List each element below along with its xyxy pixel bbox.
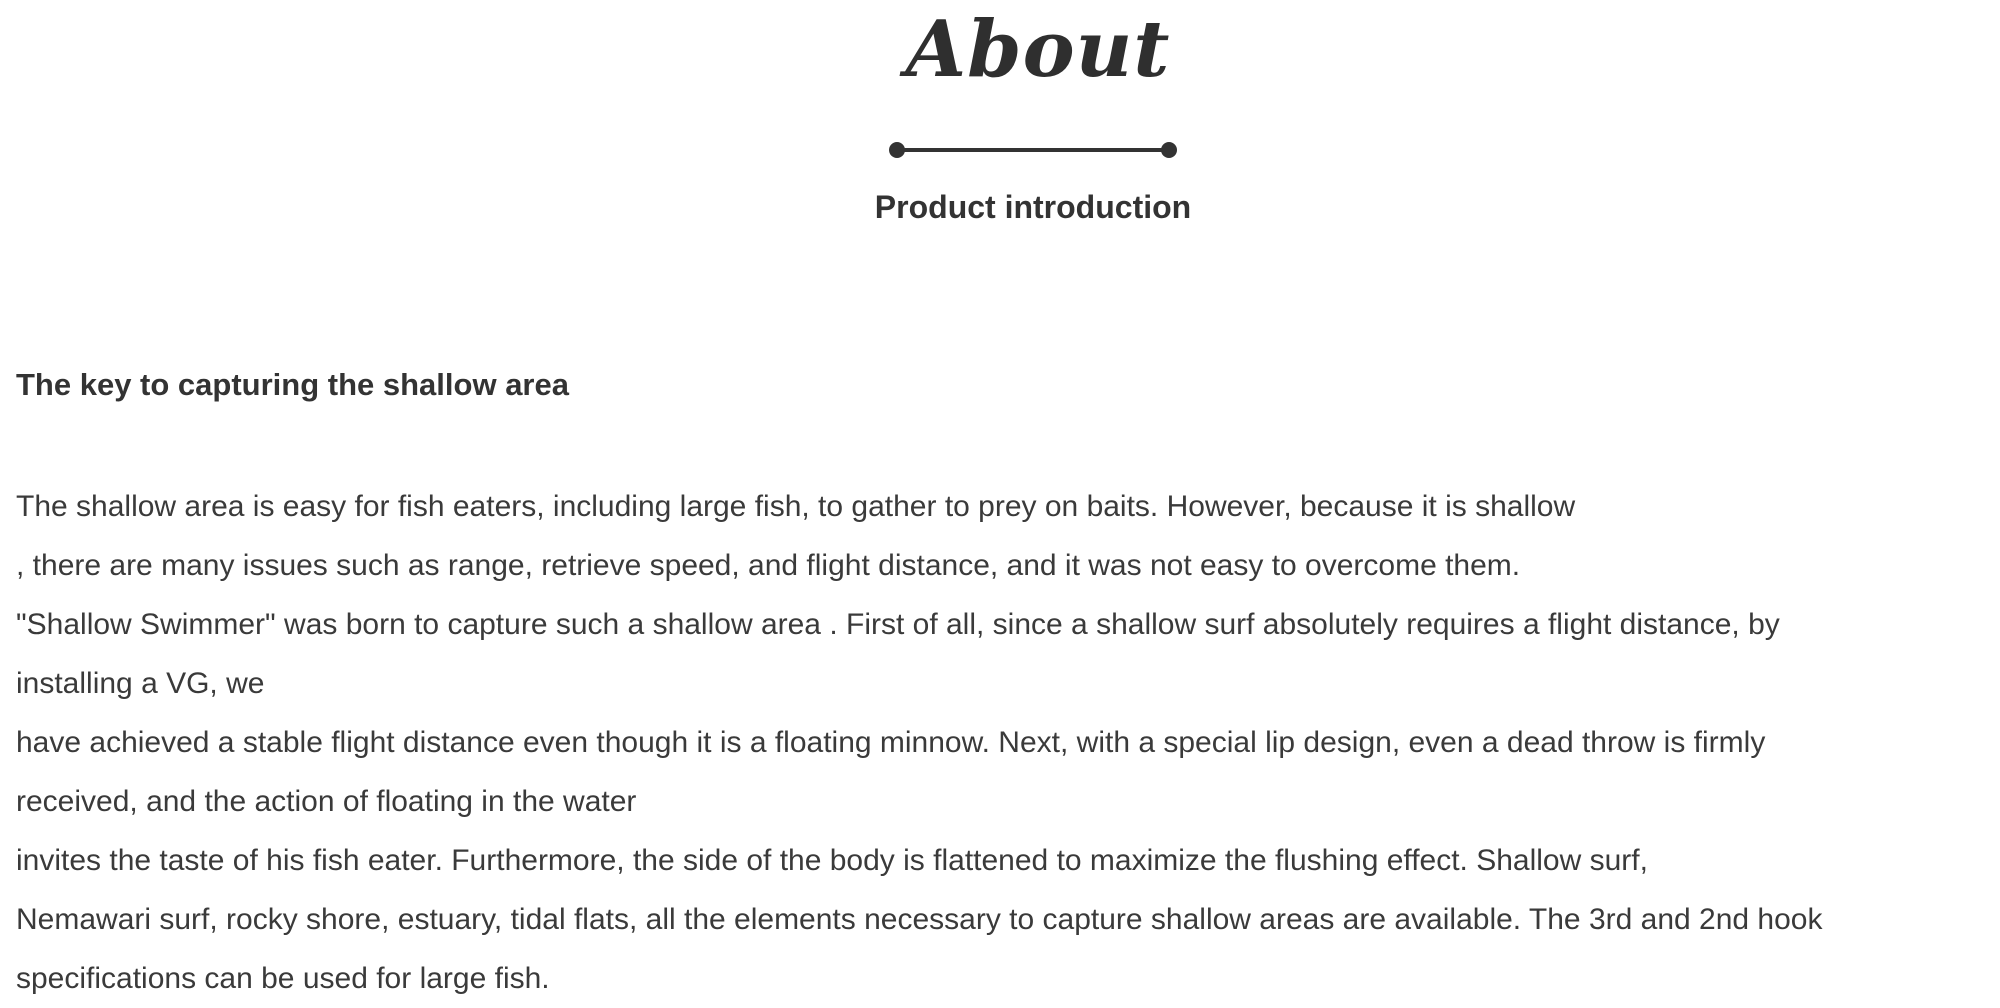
- body-line: have achieved a stable flight distance even though it is a floating minnow. Next, with a special lip design, even a dead throw is firmly: [16, 726, 1766, 759]
- body-line: invites the taste of his fish eater. Furthermore, the side of the body is flattened to maximize the flushing effect. Shallow surf,: [16, 844, 1648, 877]
- body-line: Nemawari surf, rocky shore, estuary, tidal flats, all the elements necessary to capture shallow areas are available. The 3rd and 2nd hook: [16, 903, 1823, 936]
- section-body: [16, 477, 1991, 1008]
- page-title: About: [905, 4, 1171, 95]
- body-line: , there are many issues such as range, retrieve speed, and flight distance, and it was not easy to overcome them.: [16, 549, 1521, 582]
- body-line: installing a VG, we: [16, 667, 265, 700]
- body-line: The shallow area is easy for fish eaters, including large fish, to gather to prey on baits. However, because it is shallow: [16, 490, 1576, 523]
- product-introduction-section: [16, 363, 1991, 1008]
- body-line: received, and the action of floating in the water: [16, 785, 637, 818]
- section-heading: The key to capturing the shallow area: [16, 367, 569, 402]
- body-line: "Shallow Swimmer" was born to capture such a shallow area . First of all, since a shallow surf absolutely requires a flight distance, by: [16, 608, 1780, 641]
- page-subtitle: Product introduction: [874, 189, 1192, 225]
- body-line: specifications can be used for large fish.: [16, 962, 550, 995]
- title-divider: [888, 138, 1178, 162]
